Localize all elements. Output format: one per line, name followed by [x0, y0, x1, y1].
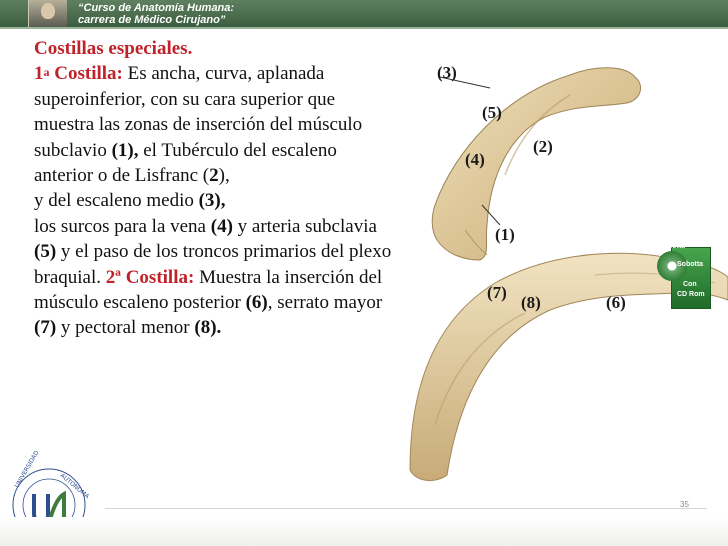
header-divider [0, 27, 728, 29]
sobotta-atlas-badge [653, 241, 713, 313]
text-segment: y pectoral menor [56, 317, 195, 339]
text-segment: el Tubérculo del escaleno anterior o de Lisfranc ( [34, 139, 337, 187]
course-title-line-2: carrera de Médico Cirujano” [78, 14, 226, 26]
label-5: (5) [482, 103, 502, 122]
footer-bar [0, 517, 728, 546]
ref-6: (6) [245, 292, 268, 314]
ref-7: (7) [34, 317, 57, 339]
ref-1: (1), [111, 139, 139, 161]
badge-title-2: Sobotta [677, 261, 704, 268]
label-7: (7) [487, 283, 507, 302]
text-segment: , serrato mayor [267, 292, 383, 314]
label-1: (1) [495, 225, 515, 244]
first-rib-label: Costilla: [54, 63, 123, 85]
text-segment: y el paso de los troncos primarios del plexo braquial. [34, 241, 392, 288]
svg-text:UNIVERSIDAD: UNIVERSIDAD [13, 449, 41, 489]
ref-4: (4) [210, 215, 233, 237]
text-segment: y del escaleno medio [34, 190, 199, 212]
text-segment: Es ancha, curva, aplanada superoinferior, con su cara superior que muestra las zonas de inserción del músculo subclavio [34, 63, 363, 161]
label-8: (8) [521, 293, 541, 312]
svg-text:AUTONOMA: AUTONOMA [58, 472, 91, 501]
label-6: (6) [606, 293, 626, 312]
ref-8: (8). [194, 317, 222, 339]
ref-3: (3), [198, 190, 226, 212]
ref-5: (5) [34, 241, 57, 263]
second-rib-label: 2ª Costilla: [105, 266, 195, 288]
label-2: (2) [533, 137, 553, 156]
badge-con: Con [683, 281, 697, 288]
badge-title-1: Sobotta [659, 243, 686, 250]
portrait-photo [28, 0, 67, 27]
label-3: (3) [437, 63, 457, 82]
text-segment: ), [218, 165, 230, 187]
course-title-line-1: “Curso de Anatomía Humana: [78, 2, 235, 14]
text-segment: y arteria subclavia [232, 215, 377, 237]
ref-2: 2 [209, 165, 219, 187]
footer-divider [105, 508, 707, 509]
page-number: 35 [680, 500, 689, 509]
badge-cd-rom: CD Rom [677, 291, 705, 298]
text-segment: Muestra la inserción del músculo escaleno posterior [34, 266, 383, 314]
first-rib [432, 68, 640, 260]
body-text [34, 36, 394, 341]
label-4: (4) [465, 150, 485, 169]
first-rib-superscript: a [43, 65, 50, 80]
header [0, 0, 728, 28]
text-segment: los surcos para la vena [34, 215, 211, 237]
first-rib-number: 1 [34, 63, 44, 85]
slide-heading: Costillas especiales. [34, 38, 193, 59]
course-title [78, 2, 234, 26]
